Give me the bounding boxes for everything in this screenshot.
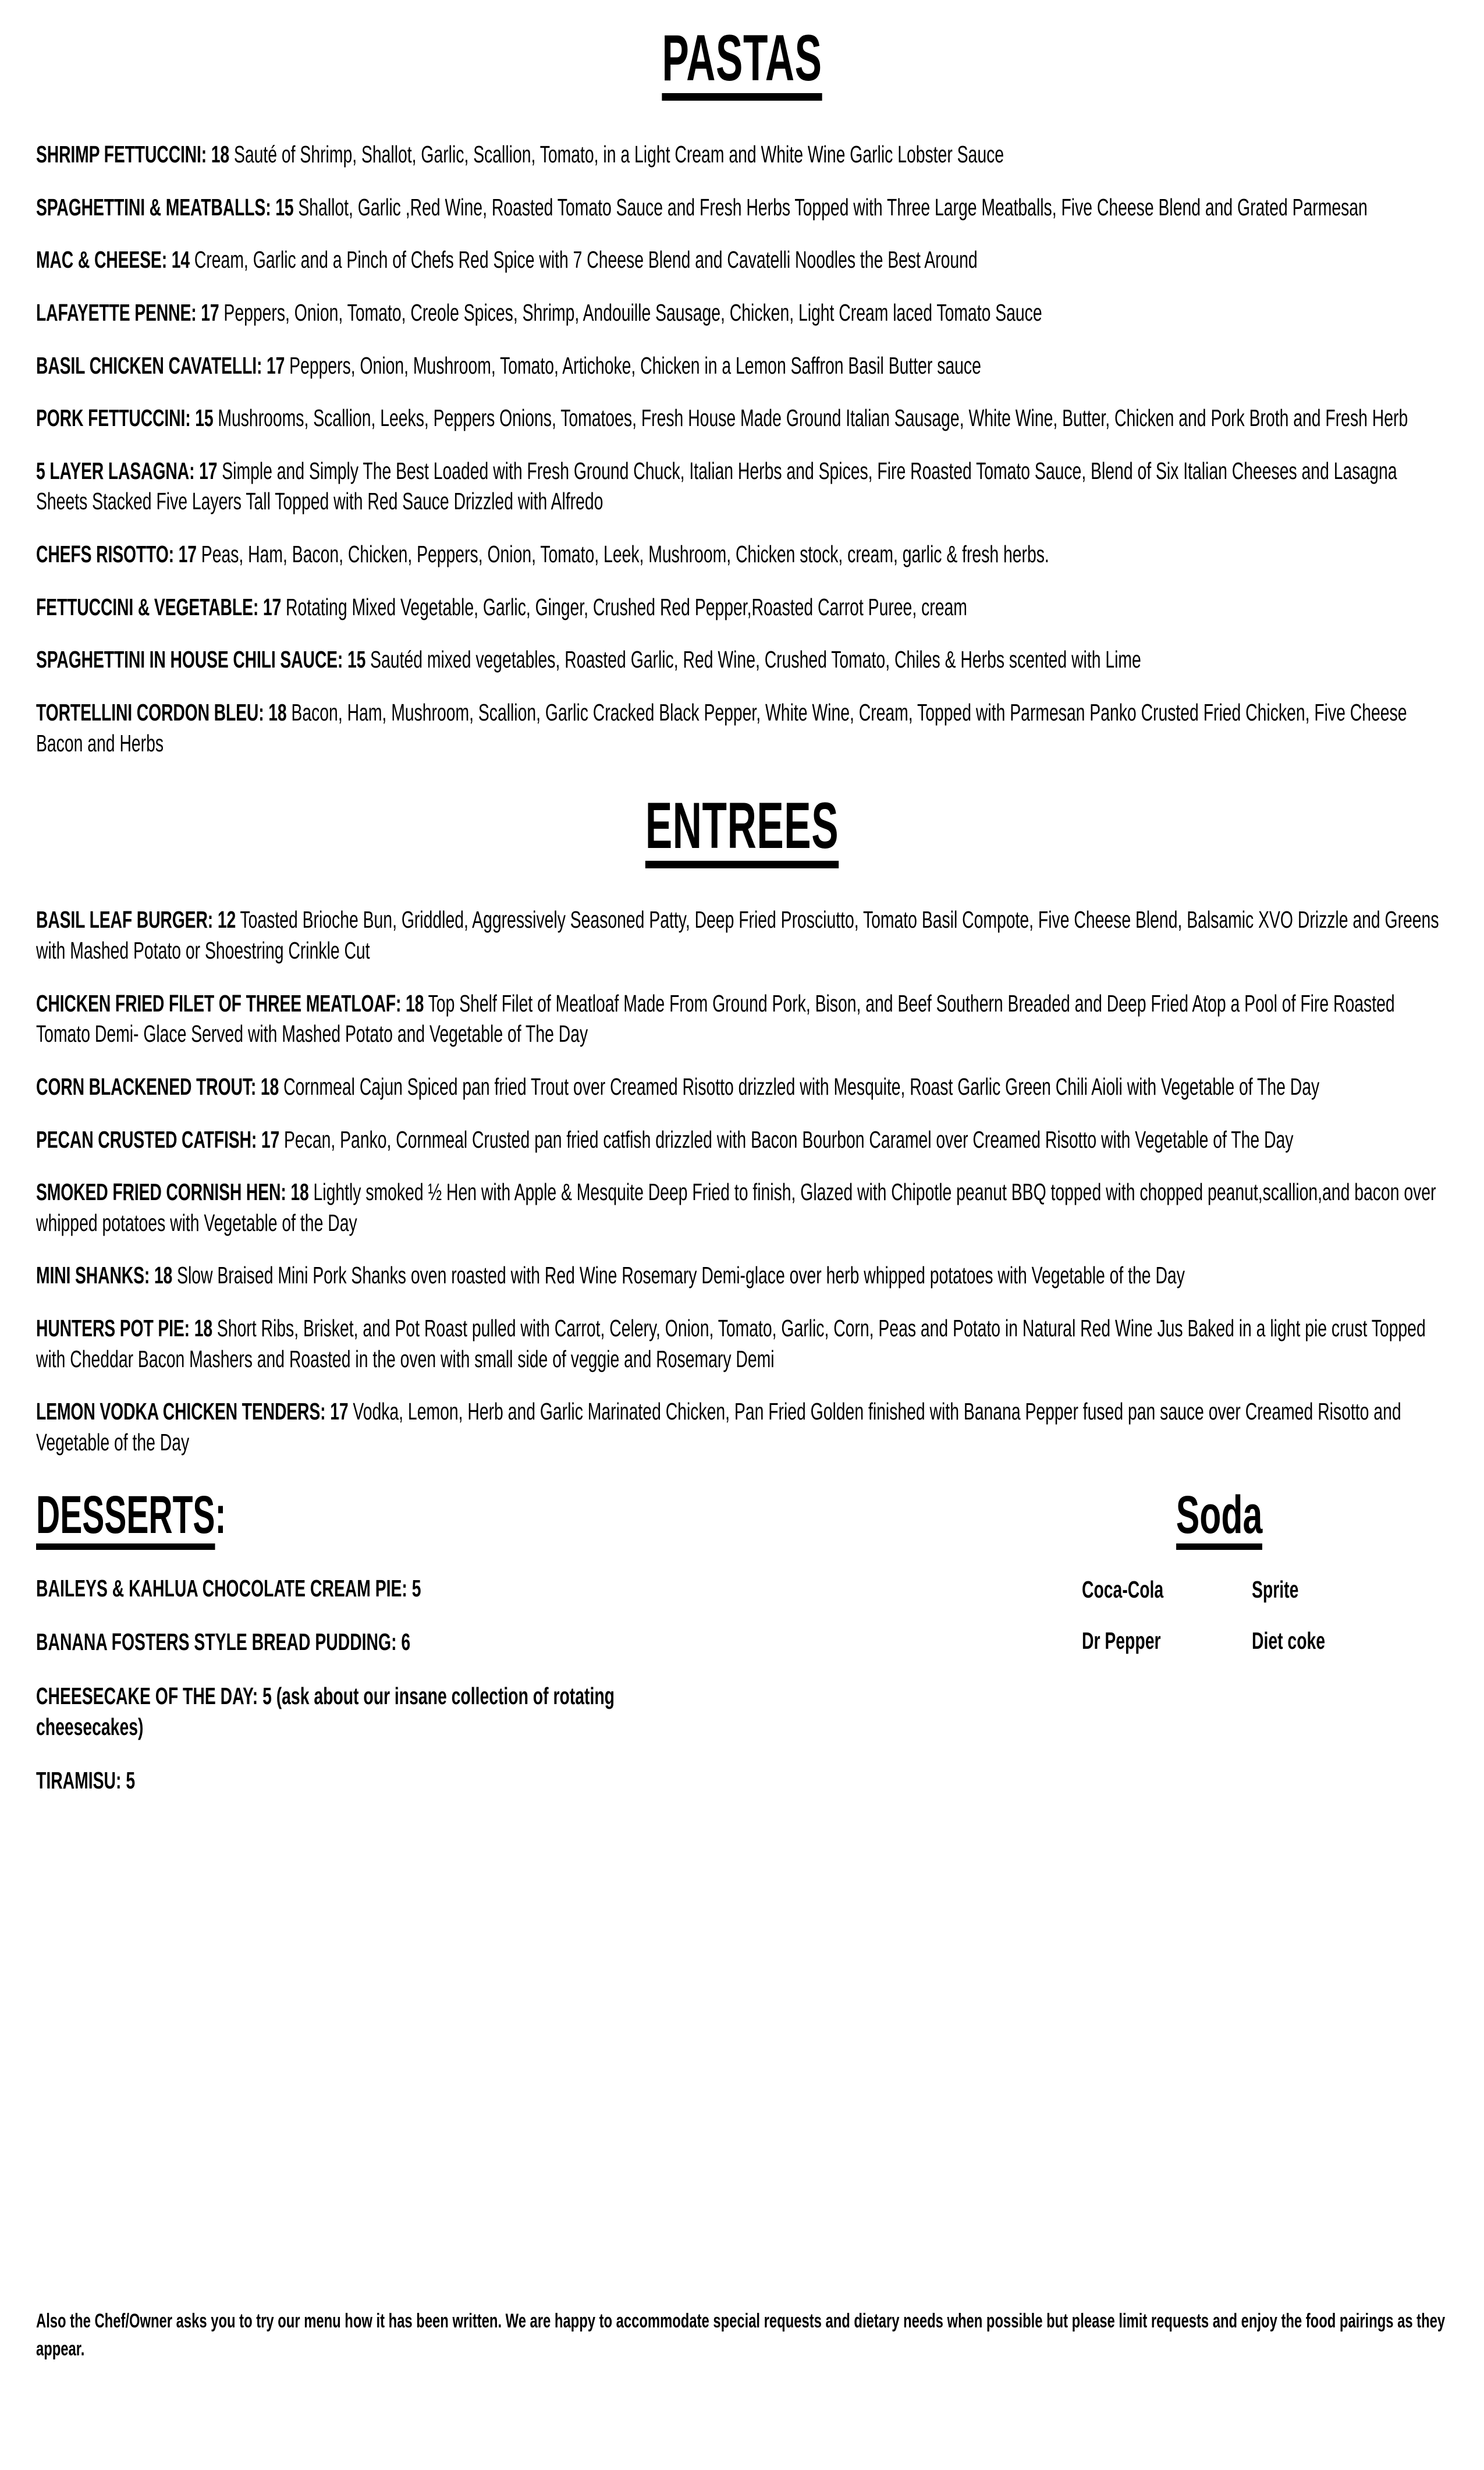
dessert-item (36, 1765, 990, 1796)
section-heading-entrees (304, 789, 1180, 868)
menu-item-name: BASIL LEAF BURGER: 12 (36, 906, 236, 934)
soda-item-label: Coca-Cola (1081, 1575, 1164, 1603)
menu-item-name: BASIL CHICKEN CAVATELLI: 17 (36, 352, 285, 379)
menu-item (36, 904, 1448, 966)
section-heading-entrees-text: ENTREES (645, 793, 839, 868)
section-heading-soda-text: Soda (1176, 1488, 1262, 1550)
menu-item-description: Cornmeal Cajun Spiced pan fried Trout over Creamed Risotto drizzled with Mesquite, Roast Garlic Green Chili Aioli with Vegetable of The Day (283, 1073, 1320, 1100)
entrees-item-list (36, 904, 1448, 1457)
menu-item (36, 1260, 1448, 1291)
menu-item-description: Peppers, Onion, Mushroom, Tomato, Artichoke, Chicken in a Lemon Saffron Basil Butter sauce (289, 352, 981, 379)
menu-item-text (36, 644, 1447, 675)
menu-item-description: Mushrooms, Scallion, Leeks, Peppers Onions, Tomatoes, Fresh House Made Ground Italian Sausage, White Wine, Butter, Chicken and Pork Broth and Fresh Herb (218, 404, 1408, 432)
menu-item-name: LEMON VODKA CHICKEN TENDERS: 17 (36, 1398, 349, 1425)
menu-item-description: Sauté of Shrimp, Shallot, Garlic, Scallion, Tomato, in a Light Cream and White Wine Garlic Lobster Sauce (233, 141, 1004, 168)
menu-item-text (36, 192, 1447, 223)
dessert-item (36, 1681, 990, 1742)
menu-item-text (36, 988, 1447, 1049)
soda-column (990, 1485, 1448, 1655)
menu-item (36, 1313, 1448, 1374)
menu-item-description: Rotating Mixed Vegetable, Garlic, Ginger, Crushed Red Pepper,Roasted Carrot Puree, cream (286, 593, 967, 620)
menu-item (36, 350, 1448, 381)
menu-item-name: FETTUCCINI & VEGETABLE: 17 (36, 593, 282, 620)
menu-item (36, 697, 1448, 758)
section-heading-desserts-text: DESSERTS (36, 1488, 215, 1550)
soda-item (1252, 1575, 1357, 1604)
dessert-item-label: TIRAMISU: 5 (36, 1767, 136, 1794)
menu-item-name: TORTELLINI CORDON BLEU: 18 (36, 699, 287, 726)
menu-item-text (36, 697, 1447, 758)
desserts-column (36, 1485, 990, 1819)
soda-list (990, 1575, 1448, 1655)
menu-item-text (36, 350, 1447, 381)
menu-item-name: MAC & CHEESE: 14 (36, 246, 190, 274)
dessert-item-label: BANANA FOSTERS STYLE BREAD PUDDING: 6 (36, 1628, 411, 1656)
menu-item (36, 1396, 1448, 1457)
menu-item-description: Sautéd mixed vegetables, Roasted Garlic, Red Wine, Crushed Tomato, Chiles & Herbs scented with Lime (370, 646, 1141, 673)
section-heading-pastas (304, 22, 1180, 101)
section-heading-desserts-colon: : (215, 1485, 226, 1545)
menu-item-description: Pecan, Panko, Cornmeal Crusted pan fried catfish drizzled with Bacon Bourbon Caramel over Creamed Risotto with Vegetable of The Day (284, 1126, 1294, 1153)
soda-item-label: Diet coke (1252, 1627, 1326, 1655)
menu-item (36, 644, 1448, 675)
menu-item-name: HUNTERS POT PIE: 18 (36, 1315, 212, 1342)
menu-item (36, 1124, 1448, 1155)
menu-item-description: Toasted Brioche Bun, Griddled, Aggressively Seasoned Patty, Deep Fried Prosciutto, Tomato Basil Compote, Five Cheese Blend, Balsamic XVO Drizzle and Greens with Mashed Potato or Shoestring Crinkle Cut (36, 906, 1439, 964)
menu-item (36, 403, 1448, 434)
menu-item (36, 297, 1448, 328)
bottom-sections (36, 1485, 1448, 1819)
menu-item-name: LAFAYETTE PENNE: 17 (36, 299, 219, 326)
menu-item-text (36, 1313, 1447, 1374)
menu-item (36, 456, 1448, 517)
menu-item-name: 5 LAYER LASAGNA: 17 (36, 457, 218, 484)
menu-item-text (36, 1124, 1447, 1155)
dessert-item (36, 1573, 990, 1604)
menu-item-name: CHEFS RISOTTO: 17 (36, 541, 197, 568)
section-heading-desserts (36, 1485, 628, 1550)
pastas-item-list (36, 139, 1448, 758)
menu-item-name: CORN BLACKENED TROUT: 18 (36, 1073, 279, 1100)
menu-item-text (36, 1260, 1447, 1291)
menu-item (36, 539, 1448, 570)
menu-item-description: Lightly smoked ½ Hen with Apple & Mesquite Deep Fried to finish, Glazed with Chipotle peanut BBQ topped with chopped peanut,scallion,and bacon over whipped potatoes with Vegetable of the Day (36, 1179, 1436, 1236)
menu-item (36, 139, 1448, 170)
soda-item (1082, 1575, 1198, 1604)
footer-note (36, 2307, 1448, 2363)
menu-item-description: Top Shelf Filet of Meatloaf Made From Ground Pork, Bison, and Beef Southern Breaded and Deep Fried Atop a Pool of Fire Roasted Tomato Demi- Glace Served with Mashed Potato and Vegetable of The Day (36, 989, 1395, 1048)
menu-item-name: SPAGHETTINI IN HOUSE CHILI SAUCE: 15 (36, 646, 366, 673)
menu-item-description: Shallot, Garlic ,Red Wine, Roasted Tomato Sauce and Fresh Herbs Topped with Three Large Meatballs, Five Cheese Blend and Grated Parmesan (298, 193, 1368, 221)
soda-item (1252, 1627, 1357, 1655)
menu-item (36, 1177, 1448, 1238)
menu-item-description: Simple and Simply The Best Loaded with Fresh Ground Chuck, Italian Herbs and Spices, Fire Roasted Tomato Sauce, Blend of Six Italian Cheeses and Lasagna Sheets Stacked Five Layers Tall Topped with Red Sauce Drizzled with Alfredo (36, 457, 1397, 515)
menu-item-name: SMOKED FRIED CORNISH HEN: 18 (36, 1179, 309, 1206)
menu-item-text (36, 297, 1447, 328)
menu-item-text (36, 403, 1447, 434)
menu-item (36, 1071, 1448, 1102)
menu-item-text (36, 139, 1447, 170)
menu-item-text (36, 456, 1447, 517)
menu-item-description: Vodka, Lemon, Herb and Garlic Marinated Chicken, Pan Fried Golden finished with Banana Pepper fused pan sauce over Creamed Risotto and Vegetable of the Day (36, 1398, 1401, 1456)
menu-item-name: PORK FETTUCCINI: 15 (36, 404, 214, 432)
menu-item-name: MINI SHANKS: 18 (36, 1262, 173, 1289)
menu-item-text (36, 244, 1447, 275)
menu-item-description: Peas, Ham, Bacon, Chicken, Peppers, Onion, Tomato, Leek, Mushroom, Chicken stock, cream, garlic & fresh herbs. (201, 541, 1049, 568)
soda-item-label: Dr Pepper (1081, 1627, 1161, 1655)
menu-item (36, 192, 1448, 223)
menu-item-text (36, 539, 1447, 570)
soda-item (1082, 1627, 1198, 1655)
menu-item-description: Short Ribs, Brisket, and Pot Roast pulled with Carrot, Celery, Onion, Tomato, Garlic, Corn, Peas and Potato in Natural Red Wine Jus Baked in a light pie crust Topped with Cheddar Bacon Mashers and Roasted in the oven with small side of veggie and Rosemary Demi (36, 1315, 1426, 1372)
menu-item (36, 244, 1448, 275)
menu-item-description: Cream, Garlic and a Pinch of Chefs Red Spice with 7 Cheese Blend and Cavatelli Noodles the Best Around (194, 246, 978, 274)
dessert-item (36, 1627, 990, 1658)
menu-item-text (36, 592, 1447, 623)
menu-item-name: PECAN CRUSTED CATFISH: 17 (36, 1126, 280, 1153)
menu-item-description: Bacon, Ham, Mushroom, Scallion, Garlic Cracked Black Pepper, White Wine, Cream, Topped with Parmesan Panko Crusted Fried Chicken, Five Cheese Bacon and Herbs (36, 699, 1407, 757)
menu-item-description: Slow Braised Mini Pork Shanks oven roasted with Red Wine Rosemary Demi-glace over herb whipped potatoes with Vegetable of the Day (177, 1262, 1185, 1289)
menu-item-description: Peppers, Onion, Tomato, Creole Spices, Shrimp, Andouille Sausage, Chicken, Light Cream laced Tomato Sauce (223, 299, 1042, 326)
dessert-item-label: BAILEYS & KAHLUA CHOCOLATE CREAM PIE: 5 (36, 1574, 421, 1602)
menu-item-text (36, 1396, 1447, 1457)
section-heading-pastas-text: PASTAS (662, 26, 822, 101)
menu-item (36, 988, 1448, 1049)
menu-item (36, 592, 1448, 623)
menu-item-name: CHICKEN FRIED FILET OF THREE MEATLOAF: 18 (36, 989, 424, 1017)
footer-note-text: Also the Chef/Owner asks you to try our menu how it has been written. We are happy to accommodate special requests and dietary needs when possible but please limit requests and enjoy the food pairings as they appear. (36, 2310, 1446, 2361)
menu-item-text (36, 1071, 1447, 1102)
menu-item-name: SPAGHETTINI & MEATBALLS: 15 (36, 193, 294, 221)
dessert-item-label: CHEESECAKE OF THE DAY: 5 (ask about our insane collection of rotating cheesecakes) (36, 1682, 615, 1740)
soda-item-label: Sprite (1252, 1575, 1299, 1603)
section-heading-soda (1068, 1485, 1371, 1550)
menu-item-text (36, 904, 1447, 966)
menu-page (0, 22, 1484, 2470)
menu-item-text (36, 1177, 1447, 1238)
menu-item-name: SHRIMP FETTUCCINI: 18 (36, 141, 230, 168)
